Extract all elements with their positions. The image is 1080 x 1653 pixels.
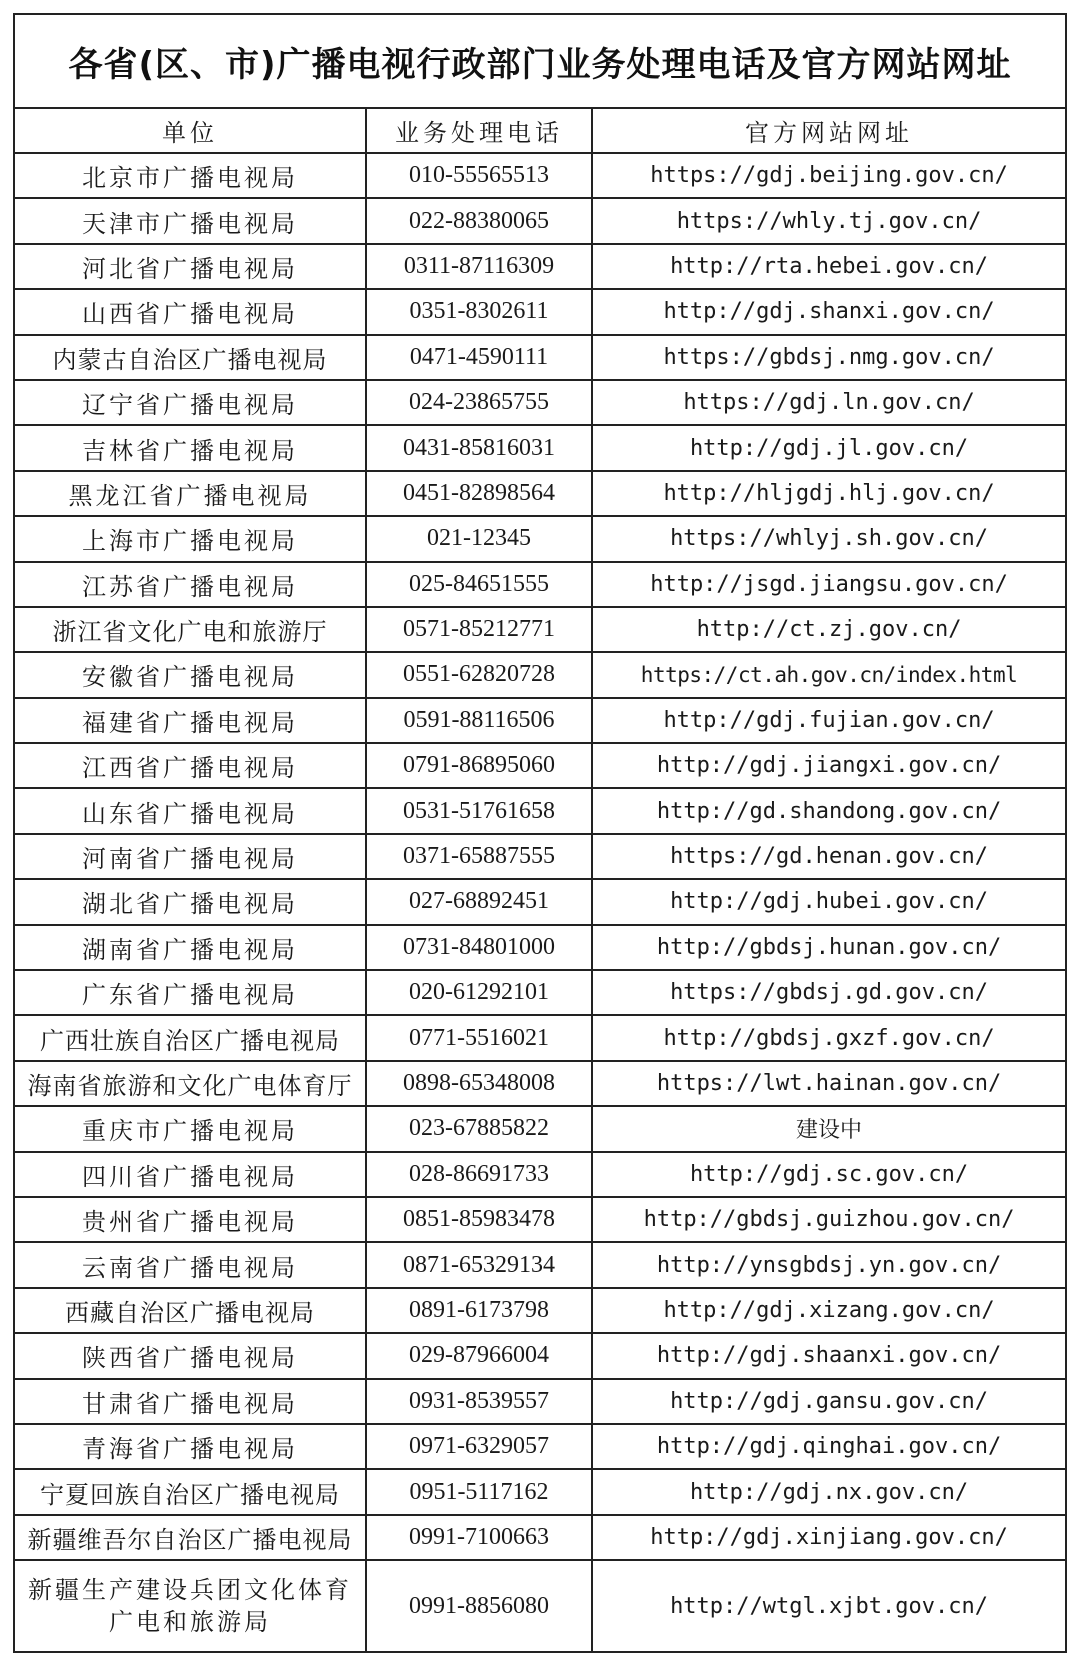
website-cell[interactable]: http://gdj.shanxi.gov.cn/ bbox=[592, 289, 1066, 334]
document-sheet bbox=[13, 13, 1065, 1641]
contact-table bbox=[13, 13, 1067, 1653]
website-cell[interactable]: http://rta.hebei.gov.cn/ bbox=[592, 244, 1066, 289]
table-row bbox=[14, 970, 1066, 1015]
website-cell[interactable]: http://gdj.xizang.gov.cn/ bbox=[592, 1288, 1066, 1333]
unit-cell: 贵州省广播电视局 bbox=[14, 1197, 366, 1242]
website-cell: 建设中 bbox=[592, 1106, 1066, 1151]
unit-cell: 湖北省广播电视局 bbox=[14, 879, 366, 924]
title-row bbox=[14, 14, 1066, 108]
unit-cell: 浙江省文化广电和旅游厅 bbox=[14, 607, 366, 652]
table-row bbox=[14, 1333, 1066, 1378]
website-cell[interactable]: https://gbdsj.gd.gov.cn/ bbox=[592, 970, 1066, 1015]
phone-cell: 0991-7100663 bbox=[366, 1515, 592, 1560]
website-cell[interactable]: https://gbdsj.nmg.gov.cn/ bbox=[592, 335, 1066, 380]
phone-cell: 0431-85816031 bbox=[366, 425, 592, 470]
unit-cell: 安徽省广播电视局 bbox=[14, 652, 366, 697]
unit-cell: 河北省广播电视局 bbox=[14, 244, 366, 289]
website-cell[interactable]: http://gbdsj.gxzf.gov.cn/ bbox=[592, 1015, 1066, 1060]
unit-cell: 江苏省广播电视局 bbox=[14, 562, 366, 607]
website-cell[interactable]: http://gdj.hubei.gov.cn/ bbox=[592, 879, 1066, 924]
table-row bbox=[14, 425, 1066, 470]
unit-cell: 山西省广播电视局 bbox=[14, 289, 366, 334]
phone-cell: 027-68892451 bbox=[366, 879, 592, 924]
unit-cell: 四川省广播电视局 bbox=[14, 1152, 366, 1197]
website-cell[interactable]: https://lwt.hainan.gov.cn/ bbox=[592, 1061, 1066, 1106]
column-header-website: 官方网站网址 bbox=[592, 108, 1066, 153]
unit-cell: 内蒙古自治区广播电视局 bbox=[14, 335, 366, 380]
website-cell[interactable]: http://gbdsj.hunan.gov.cn/ bbox=[592, 925, 1066, 970]
phone-cell: 0351-8302611 bbox=[366, 289, 592, 334]
unit-cell: 江西省广播电视局 bbox=[14, 743, 366, 788]
phone-cell: 029-87966004 bbox=[366, 1333, 592, 1378]
unit-cell: 海南省旅游和文化广电体育厅 bbox=[14, 1061, 366, 1106]
table-row bbox=[14, 1288, 1066, 1333]
website-cell[interactable]: http://gdj.nx.gov.cn/ bbox=[592, 1469, 1066, 1514]
table-row bbox=[14, 1152, 1066, 1197]
phone-cell: 020-61292101 bbox=[366, 970, 592, 1015]
website-cell[interactable]: https://gdj.ln.gov.cn/ bbox=[592, 380, 1066, 425]
website-cell[interactable]: http://ct.zj.gov.cn/ bbox=[592, 607, 1066, 652]
phone-cell: 0871-65329134 bbox=[366, 1242, 592, 1287]
unit-cell: 湖南省广播电视局 bbox=[14, 925, 366, 970]
table-row bbox=[14, 925, 1066, 970]
website-cell[interactable]: http://jsgd.jiangsu.gov.cn/ bbox=[592, 562, 1066, 607]
table-row bbox=[14, 471, 1066, 516]
table-body bbox=[14, 153, 1066, 1652]
table-row bbox=[14, 335, 1066, 380]
table-row bbox=[14, 153, 1066, 198]
column-header-unit: 单位 bbox=[14, 108, 366, 153]
website-cell[interactable]: http://gdj.gansu.gov.cn/ bbox=[592, 1379, 1066, 1424]
phone-cell: 010-55565513 bbox=[366, 153, 592, 198]
unit-cell: 天津市广播电视局 bbox=[14, 198, 366, 243]
website-cell[interactable]: http://gd.shandong.gov.cn/ bbox=[592, 788, 1066, 833]
table-row bbox=[14, 788, 1066, 833]
phone-cell: 0311-87116309 bbox=[366, 244, 592, 289]
website-cell[interactable]: https://gd.henan.gov.cn/ bbox=[592, 834, 1066, 879]
phone-cell: 025-84651555 bbox=[366, 562, 592, 607]
phone-cell: 0791-86895060 bbox=[366, 743, 592, 788]
table-row bbox=[14, 1379, 1066, 1424]
table-row bbox=[14, 1242, 1066, 1287]
unit-line-1: 新疆生产建设兵团文化体育 bbox=[28, 1576, 352, 1605]
unit-cell: 甘肃省广播电视局 bbox=[14, 1379, 366, 1424]
table-row bbox=[14, 244, 1066, 289]
phone-cell: 0898-65348008 bbox=[366, 1061, 592, 1106]
phone-cell: 022-88380065 bbox=[366, 198, 592, 243]
table-row bbox=[14, 198, 1066, 243]
unit-cell: 重庆市广播电视局 bbox=[14, 1106, 366, 1151]
phone-cell: 0851-85983478 bbox=[366, 1197, 592, 1242]
table-row bbox=[14, 1197, 1066, 1242]
unit-cell: 陕西省广播电视局 bbox=[14, 1333, 366, 1378]
table-row bbox=[14, 516, 1066, 561]
table-row bbox=[14, 1515, 1066, 1560]
website-cell[interactable]: http://gdj.jl.gov.cn/ bbox=[592, 425, 1066, 470]
unit-cell: 北京市广播电视局 bbox=[14, 153, 366, 198]
phone-cell: 024-23865755 bbox=[366, 380, 592, 425]
table-row bbox=[14, 834, 1066, 879]
website-cell[interactable]: http://gdj.qinghai.gov.cn/ bbox=[592, 1424, 1066, 1469]
unit-line-2: 广电和旅游局 bbox=[109, 1608, 271, 1637]
unit-cell: 福建省广播电视局 bbox=[14, 698, 366, 743]
unit-cell: 新疆维吾尔自治区广播电视局 bbox=[14, 1515, 366, 1560]
unit-cell: 上海市广播电视局 bbox=[14, 516, 366, 561]
website-cell[interactable]: http://gdj.xinjiang.gov.cn/ bbox=[592, 1515, 1066, 1560]
table-row bbox=[14, 607, 1066, 652]
phone-cell: 0971-6329057 bbox=[366, 1424, 592, 1469]
website-cell[interactable]: http://gdj.fujian.gov.cn/ bbox=[592, 698, 1066, 743]
phone-cell: 021-12345 bbox=[366, 516, 592, 561]
website-cell[interactable]: http://gbdsj.guizhou.gov.cn/ bbox=[592, 1197, 1066, 1242]
website-cell[interactable]: http://gdj.jiangxi.gov.cn/ bbox=[592, 743, 1066, 788]
phone-cell: 0991-8856080 bbox=[366, 1560, 592, 1652]
phone-cell: 0551-62820728 bbox=[366, 652, 592, 697]
phone-cell: 0471-4590111 bbox=[366, 335, 592, 380]
phone-cell: 0591-88116506 bbox=[366, 698, 592, 743]
table-row bbox=[14, 380, 1066, 425]
unit-cell: 云南省广播电视局 bbox=[14, 1242, 366, 1287]
website-cell[interactable]: https://ct.ah.gov.cn/index.html bbox=[592, 652, 1066, 697]
table-row bbox=[14, 1061, 1066, 1106]
phone-cell: 028-86691733 bbox=[366, 1152, 592, 1197]
table-row bbox=[14, 1106, 1066, 1151]
website-cell[interactable]: http://wtgl.xjbt.gov.cn/ bbox=[592, 1560, 1066, 1652]
unit-cell: 河南省广播电视局 bbox=[14, 834, 366, 879]
website-cell[interactable]: https://whly.tj.gov.cn/ bbox=[592, 198, 1066, 243]
website-cell[interactable]: http://hljgdj.hlj.gov.cn/ bbox=[592, 471, 1066, 516]
unit-cell: 黑龙江省广播电视局 bbox=[14, 471, 366, 516]
phone-cell: 0731-84801000 bbox=[366, 925, 592, 970]
table-row bbox=[14, 652, 1066, 697]
table-title: 各省(区、市)广播电视行政部门业务处理电话及官方网站网址 bbox=[14, 14, 1066, 108]
unit-cell: 吉林省广播电视局 bbox=[14, 425, 366, 470]
phone-cell: 0531-51761658 bbox=[366, 788, 592, 833]
phone-cell: 0451-82898564 bbox=[366, 471, 592, 516]
phone-cell: 0371-65887555 bbox=[366, 834, 592, 879]
website-cell[interactable]: https://gdj.beijing.gov.cn/ bbox=[592, 153, 1066, 198]
phone-cell: 0951-5117162 bbox=[366, 1469, 592, 1514]
unit-cell: 辽宁省广播电视局 bbox=[14, 380, 366, 425]
table-row bbox=[14, 1469, 1066, 1514]
unit-cell: 广西壮族自治区广播电视局 bbox=[14, 1015, 366, 1060]
table-row bbox=[14, 1560, 1066, 1652]
table-row bbox=[14, 1424, 1066, 1469]
table-row bbox=[14, 562, 1066, 607]
website-cell[interactable]: http://gdj.shaanxi.gov.cn/ bbox=[592, 1333, 1066, 1378]
unit-cell: 青海省广播电视局 bbox=[14, 1424, 366, 1469]
table-row bbox=[14, 698, 1066, 743]
unit-cell: 西藏自治区广播电视局 bbox=[14, 1288, 366, 1333]
table-row bbox=[14, 289, 1066, 334]
table-row bbox=[14, 1015, 1066, 1060]
unit-cell bbox=[14, 1560, 366, 1652]
phone-cell: 0771-5516021 bbox=[366, 1015, 592, 1060]
table-row bbox=[14, 879, 1066, 924]
website-cell[interactable]: https://whlyj.sh.gov.cn/ bbox=[592, 516, 1066, 561]
table-row bbox=[14, 743, 1066, 788]
website-cell[interactable]: http://ynsgbdsj.yn.gov.cn/ bbox=[592, 1242, 1066, 1287]
phone-cell: 023-67885822 bbox=[366, 1106, 592, 1151]
unit-cell: 宁夏回族自治区广播电视局 bbox=[14, 1469, 366, 1514]
unit-cell: 广东省广播电视局 bbox=[14, 970, 366, 1015]
website-cell[interactable]: http://gdj.sc.gov.cn/ bbox=[592, 1152, 1066, 1197]
unit-cell: 山东省广播电视局 bbox=[14, 788, 366, 833]
column-header-phone: 业务处理电话 bbox=[366, 108, 592, 153]
phone-cell: 0571-85212771 bbox=[366, 607, 592, 652]
phone-cell: 0891-6173798 bbox=[366, 1288, 592, 1333]
header-row bbox=[14, 108, 1066, 153]
phone-cell: 0931-8539557 bbox=[366, 1379, 592, 1424]
